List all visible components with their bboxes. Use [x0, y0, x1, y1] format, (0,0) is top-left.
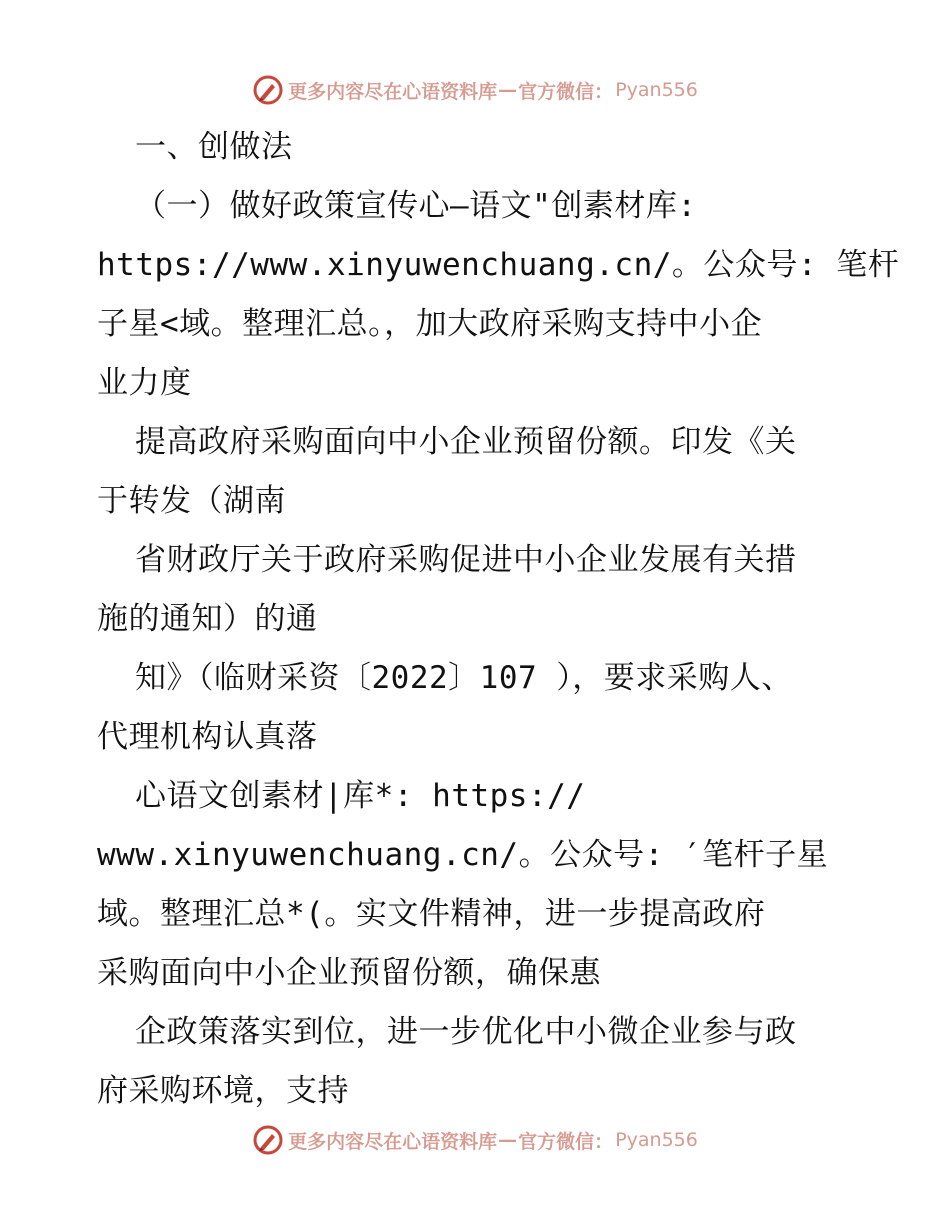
text-line: 采购面向中小企业预留份额，确保惠	[97, 955, 601, 991]
text-line: 施的通知）的通	[97, 601, 318, 637]
text-line: 代理机构认真落	[97, 719, 318, 755]
watermark-official-label: 官方微信：	[518, 1130, 614, 1153]
text-line: 知》（临财采资〔2022〕107 ），要求采购人、	[135, 660, 793, 696]
text-line: 一、创做法	[135, 129, 293, 165]
watermark-main-text: 更多内容尽在心语资料库	[288, 80, 498, 103]
watermark-account: Pyan556	[615, 79, 698, 101]
text-line: 业力度	[97, 365, 192, 401]
text-line: 子星<域。整理汇总。，加大政府采购支持中小企	[97, 306, 763, 342]
watermark-dash: —	[498, 79, 518, 101]
pen-circle-logo-icon	[252, 1124, 284, 1156]
watermark-official-label: 官方微信：	[518, 80, 614, 103]
pen-circle-logo-icon	[252, 74, 284, 106]
text-line: 省财政厅关于政府采购促进中小企业发展有关措	[135, 542, 797, 578]
text-line: https://www.xinyuwenchuang.cn/。公众号: 笔杆	[97, 247, 900, 283]
text-line: www.xinyuwenchuang.cn/。公众号: ′笔杆子星	[97, 837, 829, 873]
watermark-header	[0, 70, 950, 110]
document-body	[97, 118, 900, 1121]
text-line: 域。整理汇总*(。实文件精神，进一步提高政府	[97, 896, 766, 932]
text-line: 心语文创素材|库*: https://	[135, 778, 586, 814]
watermark-footer	[0, 1120, 950, 1160]
watermark-account: Pyan556	[615, 1129, 698, 1151]
watermark-main-text: 更多内容尽在心语资料库	[288, 1130, 498, 1153]
text-line: 于转发（湖南	[97, 483, 286, 519]
text-line: 提高政府采购面向中小企业预留份额。印发《关	[135, 424, 797, 460]
text-line: （一）做好政策宣传心—语文"创素材库:	[135, 188, 697, 224]
watermark-dash: —	[498, 1129, 518, 1151]
text-line: 企政策落实到位，进一步优化中小微企业参与政	[135, 1014, 797, 1050]
text-line: 府采购环境，支持	[97, 1073, 349, 1109]
